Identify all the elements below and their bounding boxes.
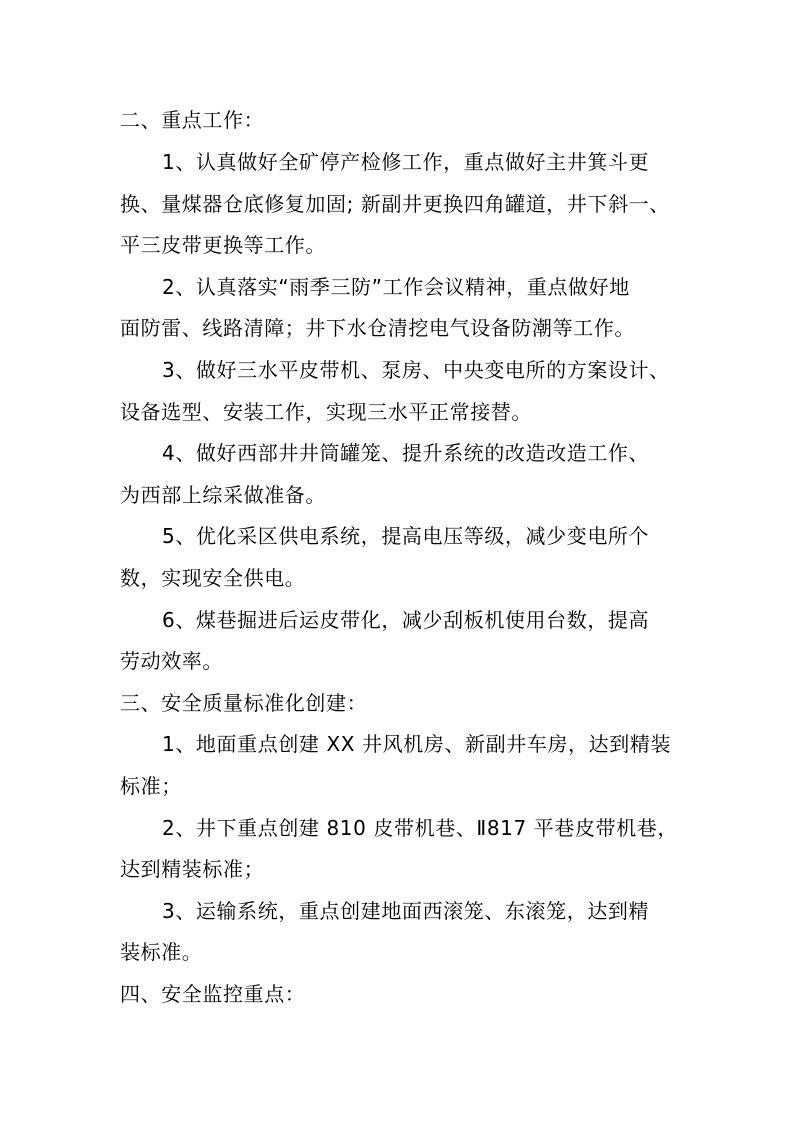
paragraph-line: 达到精装标准； <box>120 857 265 881</box>
paragraph-line: 2、认真落实“雨季三防”工作会议精神，重点做好地 <box>162 275 630 299</box>
paragraph-line: 为西部上综采做准备。 <box>120 483 326 507</box>
paragraph-line: 平三皮带更换等工作。 <box>120 233 326 257</box>
paragraph-line: 装标准。 <box>120 940 203 964</box>
paragraph-line: 5、优化采区供电系统，提高电压等级，减少变电所个 <box>162 524 650 548</box>
paragraph-line: 数，实现安全供电。 <box>120 566 306 590</box>
paragraph-line: 6、煤巷掘进后运皮带化，减少刮板机使用台数，提高 <box>162 608 650 632</box>
paragraph-line: 1、地面重点创建 XX 井风机房、新副井车房，达到精装 <box>162 732 672 756</box>
paragraph-line: 设备选型、安装工作，实现三水平正常接替。 <box>120 400 532 424</box>
section-heading-safety-monitoring: 四、安全监控重点： <box>120 982 306 1006</box>
paragraph-line: 3、做好三水平皮带机、泵房、中央变电所的方案设计、 <box>162 358 670 382</box>
paragraph-line: 3、运输系统，重点创建地面西滚笼、东滚笼，达到精 <box>162 899 650 923</box>
paragraph-line: 4、做好西部井井筒罐笼、提升系统的改造改造工作、 <box>162 441 650 465</box>
section-heading-work-focus: 二、重点工作： <box>120 108 265 132</box>
paragraph-line: 劳动效率。 <box>120 649 223 673</box>
paragraph-line: 1、认真做好全矿停产检修工作，重点做好主井箕斗更 <box>162 150 650 174</box>
paragraph-line: 标准； <box>120 774 182 798</box>
paragraph-line: 2、井下重点创建 810 皮带机巷、Ⅱ817 平巷皮带机巷， <box>162 816 678 840</box>
paragraph-line: 面防雷、线路清障；井下水仓清挖电气设备防潮等工作。 <box>120 316 635 340</box>
paragraph-line: 换、量煤器仓底修复加固; 新副井更换四角罐道，井下斜一、 <box>120 192 670 216</box>
section-heading-quality-standardization: 三、安全质量标准化创建： <box>120 691 368 715</box>
